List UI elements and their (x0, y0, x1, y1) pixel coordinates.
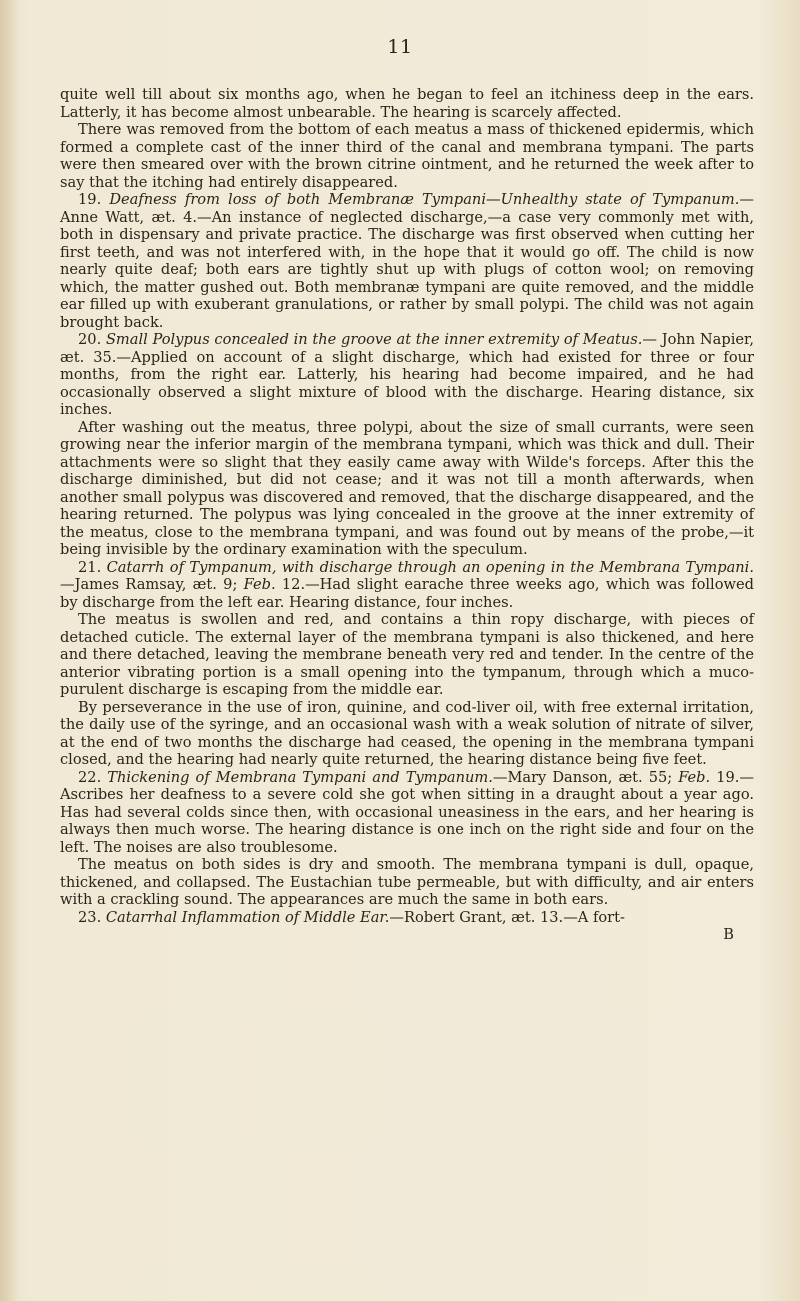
case-text: 19.—Ascribes her deafness to a severe cold she got when sitting in a draught about a year ago. Has had several colds since then, with occasional uneasiness in the ears, and her hearing is always then much worse. The hearing distance is one inch on the right side and four on the left. The noises are also troublesome. (60, 768, 754, 856)
case-title: Deafness from loss of both Membranæ Tympani—Unhealthy state of Tympanum. (109, 191, 740, 208)
case-text: —Mary Danson, æt. 55; (492, 768, 679, 786)
case-title: Catarrhal Inflammation of Middle Ear. (105, 908, 390, 926)
printer-signature-mark: B (723, 926, 734, 943)
case-number: 20. (78, 331, 102, 348)
case-text: — John Napier, æt. 35.—Applied on account of a slight discharge, which had existed for three or four months, from the right ear. Latterly, his hearing had become impaired, and he had occasionally observed a slight mixture of blood with the discharge. Hearing distance, six inches. (60, 331, 755, 418)
case-number: 23. (78, 908, 102, 926)
case-number: 21. (78, 558, 102, 576)
case-number: 19. (78, 191, 102, 208)
case-21-paragraph-2: The meatus is swollen and red, and contains a thin ropy discharge, with pieces of detached cuticle. The external layer of the membrana tympani is also thickened, and here and there detached, leaving the membrane beneath very red and tender. In the centre of the anterior vibrating portion is a small opening into the tympanum, through which a muco-purulent discharge is escaping from the middle ear. (60, 611, 754, 698)
case-title: Small Polypus concealed in the groove at the inner extremity of Meatus. (105, 331, 643, 348)
case-date-month: Feb. (678, 768, 711, 786)
case-20-paragraph-2: After washing out the meatus, three polypi, about the size of small currants, were seen growing near the inferior margin of the membrana tympani, which was thick and dull. Their attachments were so slight that they easily came away with Wilde's forceps. After this the discharge diminished, but did not cease; and it was not till a month afterwards, when another small polypus was discovered and removed, that the discharge disappeared, and the hearing returned. The polypus was lying concealed in the groove at the inner extremity of the meatus, close to the membrana tympani, and was found out by means of the probe,—it being invisible by the ordinary examination with the speculum. (60, 418, 754, 558)
paragraph-continuation: quite well till about six months ago, when he began to feel an itchiness deep in the ears. Latterly, it has become almost unbearable. The hearing is scarcely affected. (60, 86, 754, 121)
case-23 (60, 909, 754, 927)
case-22 (60, 769, 754, 857)
case-19 (60, 191, 754, 331)
case-22-paragraph-2: The meatus on both sides is dry and smooth. The membrana tympani is dull, opaque, thickened, and collapsed. The Eustachian tube permeable, but with difficulty, and air enters with a crackling sound. The appearances are much the same in both ears. (60, 856, 754, 908)
case-text: —Robert Grant, æt. 13.—A fort- (389, 908, 625, 926)
page-gutter-shadow (0, 0, 18, 1301)
case-text: 12.—Had slight earache three weeks ago, which was followed by discharge from the left ear. Hearing distance, four inches. (60, 576, 754, 611)
paragraph-removal: There was removed from the bottom of each meatus a mass of thickened epidermis, which formed a complete cast of the inner third of the canal and membrana tympani. The parts were then smeared over with the brown citrine ointment, and he returned the week after to say that the itching had entirely disappeared. (60, 121, 754, 191)
case-date-month: Feb. (243, 576, 276, 593)
case-21-paragraph-3: By perseverance in the use of iron, quinine, and cod-liver oil, with free external irritation, the daily use of the syringe, and an occasional wash with a weak solution of nitrate of silver, at the end of two months the discharge had ceased, the opening in the membrana tympani closed, and the hearing had nearly quite returned, the hearing distance being five feet. (60, 698, 754, 768)
page-number: 11 (387, 36, 413, 58)
case-title: Thickening of Membrana Tympani and Tympanum. (107, 768, 493, 786)
case-20 (60, 331, 754, 419)
case-text: —James Ramsay, æt. 9; (60, 576, 244, 593)
case-21 (60, 559, 754, 612)
case-title: Catarrh of Tympanum, with discharge through an opening in the Membrana Tympani. (106, 558, 754, 576)
case-number: 22. (78, 768, 102, 786)
case-text: —Anne Watt, æt. 4.—An instance of neglected discharge,—a case very commonly met with, both in dispensary and private practice. The discharge was first observed when cutting her first teeth, and was not interfered with, in the hope that it would go off. The child is now nearly quite deaf; both ears are tightly shut up with plugs of cotton wool; on removing which, the matter gushed out. Both membranæ tympani are quite removed, and the middle ear filled up with exuberant granulations, or rather by small polypi. The child was not again brought back. (60, 191, 755, 331)
page-body (60, 86, 754, 944)
